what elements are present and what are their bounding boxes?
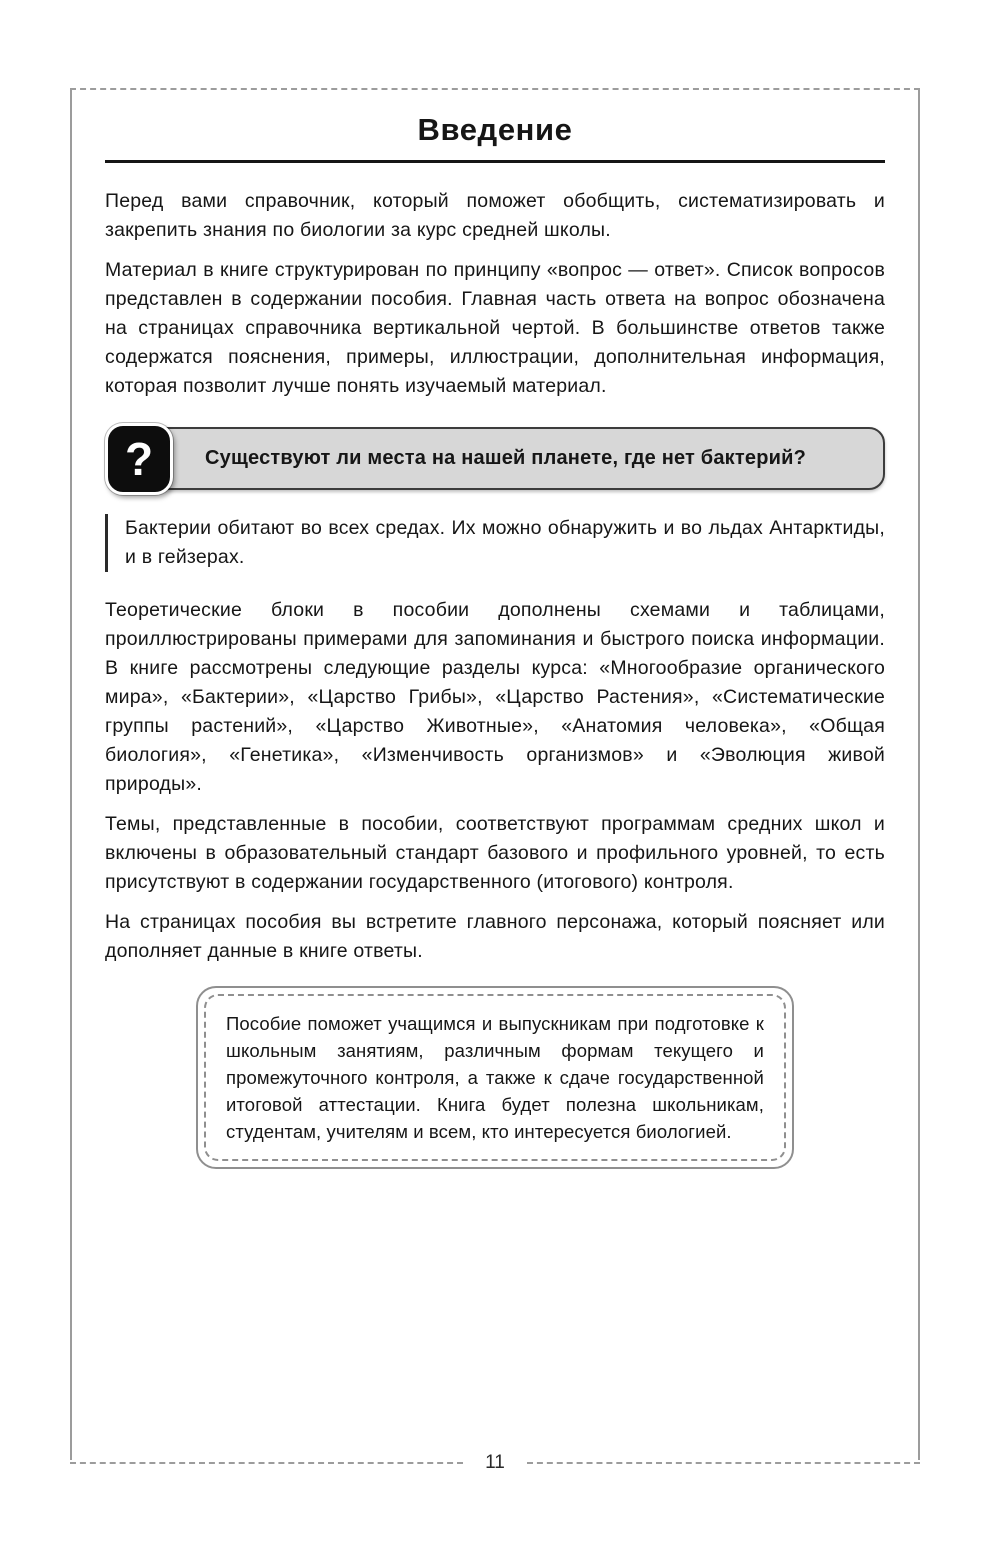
- intro-paragraph-1: Перед вами справочник, который поможет обобщить, систематизировать и закрепить знания по биологии за курс средней школы.: [105, 190, 885, 241]
- page-footer: [70, 1452, 920, 1474]
- answer-text: Бактерии обитают во всех средах. Их можно обнаружить и во льдах Антарктиды, и в гейзерах.: [125, 517, 885, 568]
- body-paragraph-2: Темы, представленные в пособии, соответствуют программам средних школ и включены в образовательный стандарт базового и профильного уровней, то есть присутствуют в содержании государственного (итогового) контроля.: [105, 813, 885, 893]
- answer-block: [105, 514, 885, 572]
- page-title: Введение: [417, 112, 573, 147]
- note-text: Пособие поможет учащимся и выпускникам при подготовке к школьным занятиям, различным формам текущего и промежуточного контроля, а также к сдаче государственной итоговой аттестации. Книга будет полезна школьникам, студентам, учителям и всем, кто интересуется биологией.: [226, 1013, 764, 1142]
- question-text: Существуют ли места на нашей планете, где нет бактерий?: [205, 447, 807, 469]
- page-content: [105, 112, 885, 1169]
- question-callout: [105, 427, 885, 490]
- intro-paragraph-2: Материал в книге структурирован по принципу «вопрос — ответ». Список вопросов представлен в содержании пособия. Главная часть ответа на вопрос обозначена на страницах справочника вертикальной чертой. В большинстве ответов также содержатся пояснения, примеры, иллюстрации, дополнительная информация, которая позволит лучше понять изучаемый материал.: [105, 259, 885, 397]
- page-number: 11: [485, 1452, 505, 1473]
- footer-divider-right: [527, 1462, 920, 1464]
- question-mark-glyph: ?: [124, 433, 154, 485]
- note-box: [196, 986, 794, 1169]
- question-box: [121, 427, 885, 490]
- footer-divider-left: [70, 1462, 463, 1464]
- title-divider: [105, 160, 885, 163]
- body-paragraph-1: Теоретические блоки в пособии дополнены схемами и таблицами, проиллюстрированы примерами для запоминания и быстрого поиска информации. В книге рассмотрены следующие разделы курса: «Многообразие органического мира», «Бактерии», «Царство Грибы», «Царство Растения», «Систематические группы растений», «Царство Животные», «Анатомия человека», «Общая биология», «Генетика», «Изменчивость организмов» и «Эволюция живой природы».: [105, 599, 885, 795]
- note-box-inner: [204, 994, 786, 1161]
- question-mark-icon: [105, 423, 173, 495]
- body-paragraph-3: На страницах пособия вы встретите главного персонажа, который поясняет или дополняет данные в книге ответы.: [105, 911, 885, 962]
